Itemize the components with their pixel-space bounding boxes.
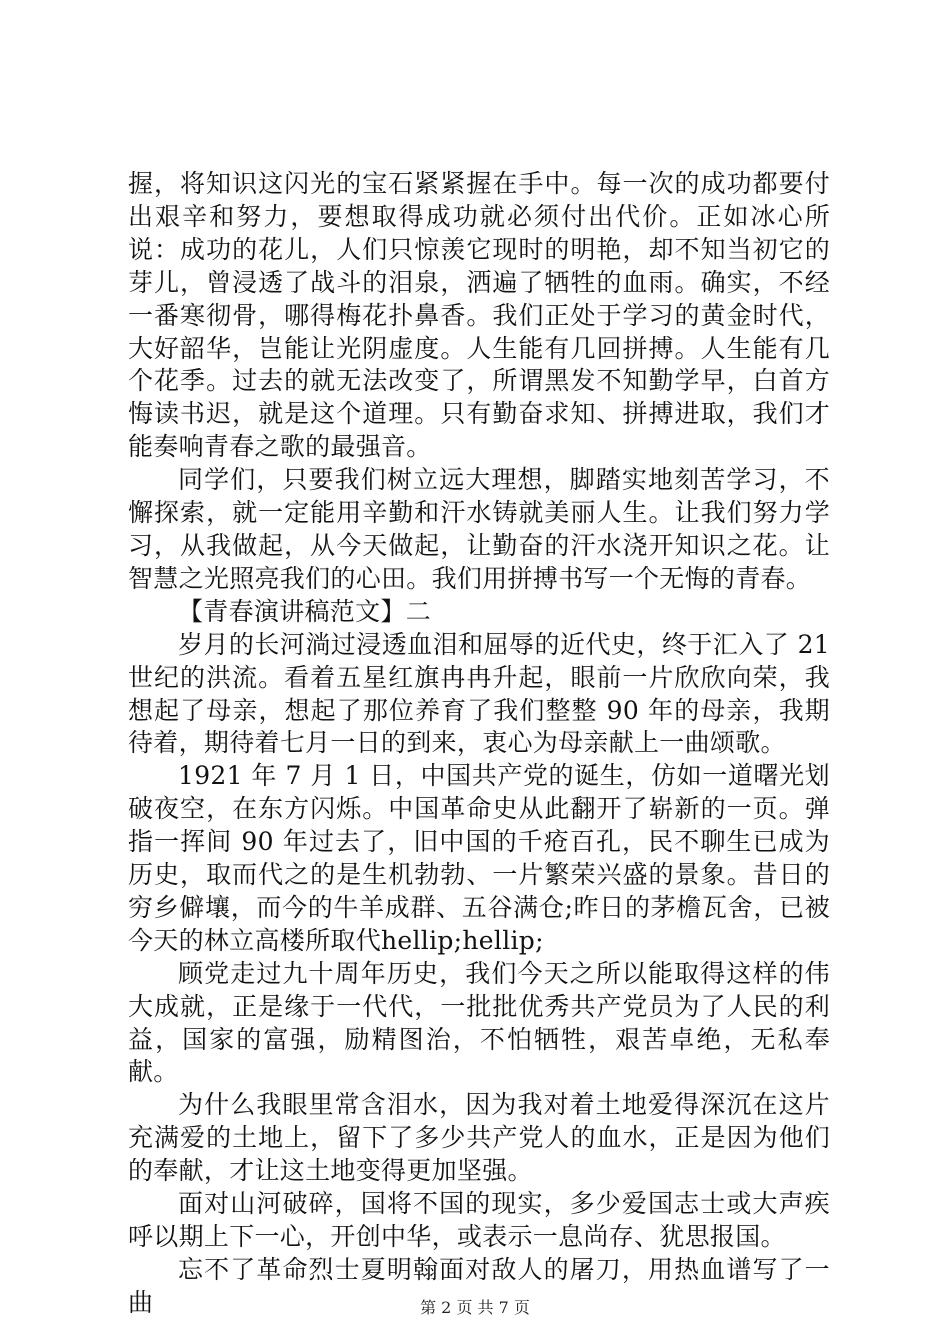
paragraph-martyr: 忘不了革命烈士夏明翰面对敌人的屠刀，用热血谱写了一曲 [128, 1254, 830, 1317]
section-heading: 【青春演讲稿范文】二 [178, 596, 432, 626]
paragraph-ninety-years: 顾党走过九十周年历史，我们今天之所以能取得这样的伟大成就，正是缘于一代代，一批批优秀共产党员为了人民的利益，国家的富强，励精图治，不怕牺牲，艰苦卓绝，无私奉献。 [128, 958, 830, 1087]
paragraph-classmates: 同学们，只要我们树立远大理想，脚踏实地刻苦学习，不懈探索，就一定能用辛勤和汗水铸就美丽人生。让我们努力学习，从我做起，从今天做起，让勤奋的汗水浇开知识之花。让智慧之光照亮我们的心田。我们用拼搏书写一个无悔的青春。 [128, 465, 830, 593]
paragraph-1921: 1921 年 7 月 1 日，中国共产党的诞生，仿如一道曙光划破夜空，在东方闪烁。中国革命史从此翻开了崭新的一页。弹指一挥间 90 年过去了，旧中国的千疮百孔，民不聊生已成为历史，取而代之的是生机勃勃、一片繁荣兴盛的景象。昔日的穷乡僻壤，而今的牛羊成群、五谷满仓;昨日的茅檐瓦舍，已被今天的林立高楼所取代hellip;hellip; [128, 761, 830, 955]
paragraph-years-river: 岁月的长河淌过浸透血泪和屈辱的近代史，终于汇入了 21 世纪的洪流。看着五星红旗冉冉升起，眼前一片欣欣向荣，我想起了母亲，想起了那位养育了我们整整 90 年的母亲，我期待着，期待着七月一日的到来，衷心为母亲献上一曲颂歌。 [128, 629, 830, 758]
paragraph-patriots: 面对山河破碎，国将不国的现实，多少爱国志士或大声疾呼以期上下一心，开创中华，或表示一息尚存、犹思报国。 [128, 1189, 830, 1251]
paragraph-continuation: 握，将知识这闪光的宝石紧紧握在手中。每一次的成功都要付出艰辛和努力，要想取得成功就必须付出代价。正如冰心所说：成功的花儿，人们只惊羡它现时的明艳，却不知当初它的芽儿，曾浸透了战斗的泪泉，洒遍了牺牲的血雨。确实，不经一番寒彻骨，哪得梅花扑鼻香。我们正处于学习的黄金时代，大好韶华，岂能让光阴虚度。人生能有几回拼搏。人生能有几个花季。过去的就无法改变了，所谓黑发不知勤学早，白首方悔读书迟，就是这个道理。只有勤奋求知、拼搏进取，我们才能奏响青春之歌的最强音。 [128, 169, 830, 462]
paragraph-tears: 为什么我眼里常含泪水，因为我对着土地爱得深沉在这片充满爱的土地上，留下了多少共产党人的血水，正是因为他们的奉献，才让这土地变得更加坚强。 [128, 1090, 830, 1186]
body-text [128, 168, 830, 1320]
page-footer: 第 2 页 共 7 页 [420, 1298, 530, 1317]
